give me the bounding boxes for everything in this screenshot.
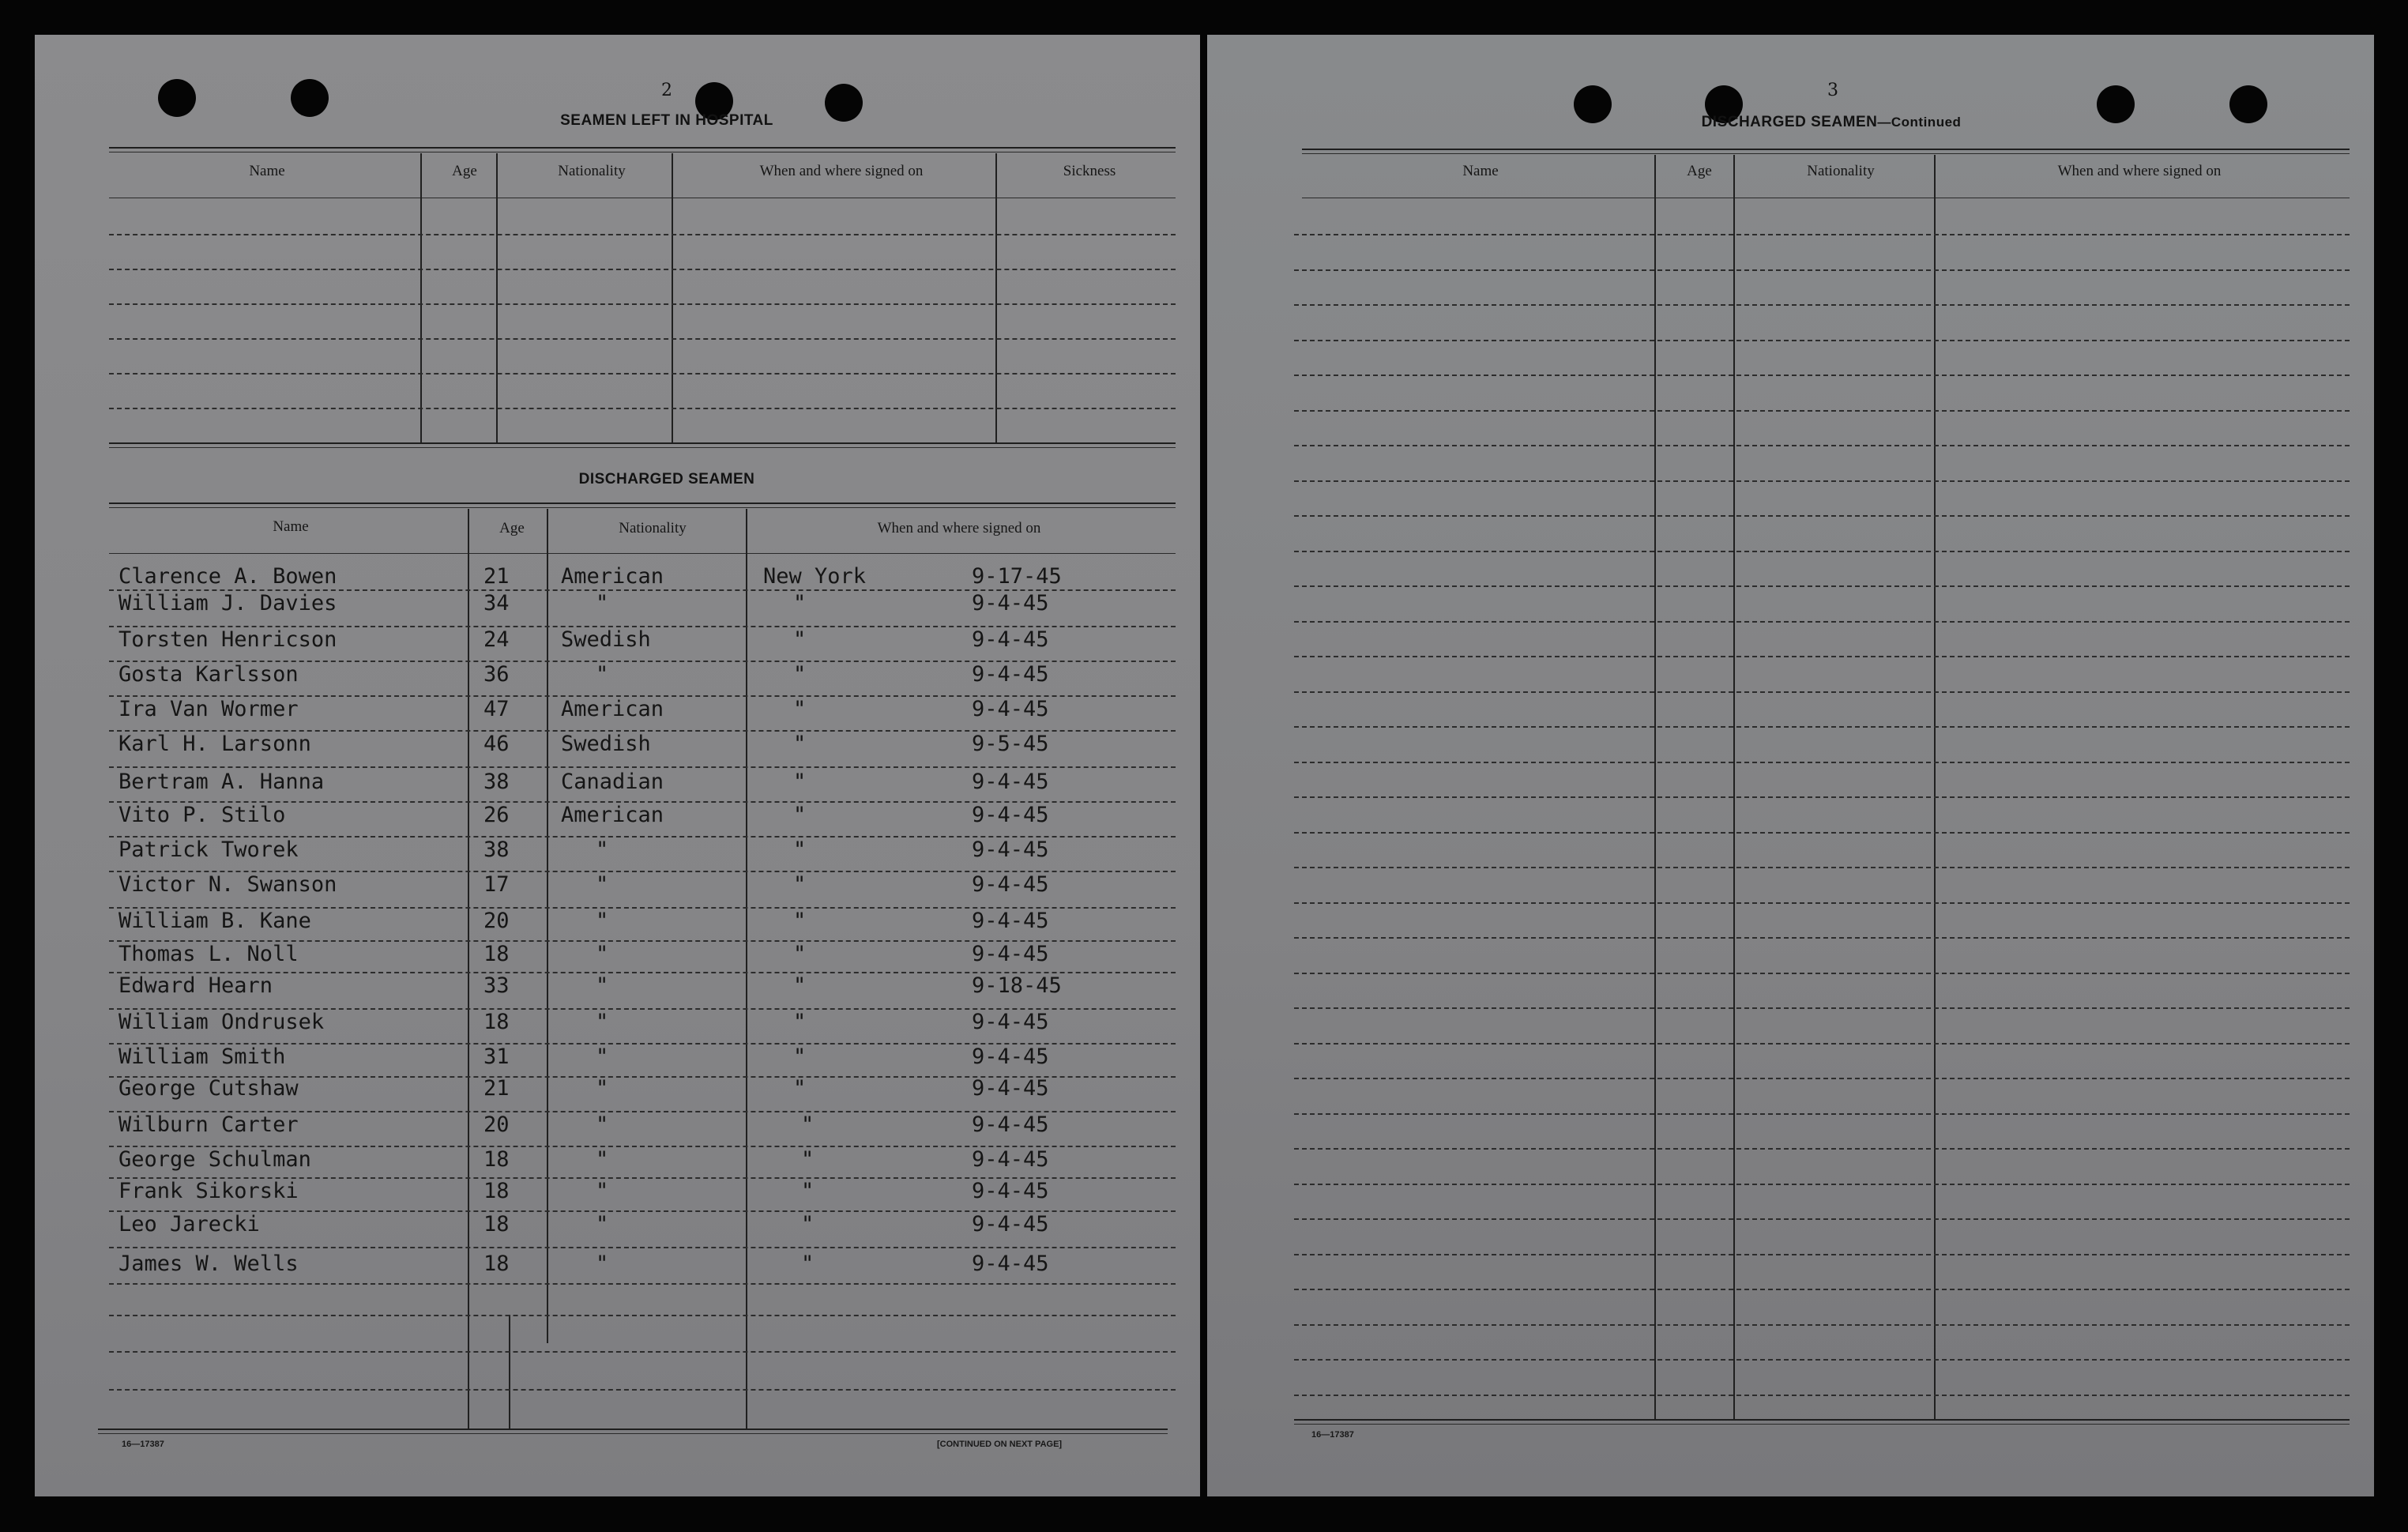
seaman-signed-on-date: 9-4-45 xyxy=(972,872,1049,897)
seaman-name: Vito P. Stilo xyxy=(119,803,286,827)
seaman-name: Bertram A. Hanna xyxy=(119,770,325,794)
seaman-nationality: Canadian xyxy=(561,770,664,794)
seaman-nationality: " xyxy=(596,838,609,862)
discharged-row-line xyxy=(109,766,1176,768)
seaman-name: Frank Sikorski xyxy=(119,1179,299,1203)
continued-row-line xyxy=(1294,691,2350,693)
continued-row-line xyxy=(1294,1007,2350,1009)
seaman-age: 47 xyxy=(483,697,510,721)
seaman-age: 21 xyxy=(483,1076,510,1101)
discharged-table-top-rule xyxy=(109,503,1176,504)
seaman-age: 38 xyxy=(483,770,510,794)
seaman-signed-on-date: 9-4-45 xyxy=(972,1112,1049,1137)
punch-hole xyxy=(291,79,329,117)
punch-hole xyxy=(1574,85,1612,123)
seaman-name: Leo Jarecki xyxy=(119,1212,260,1237)
seaman-signed-on-date: 9-4-45 xyxy=(972,770,1049,794)
continued-row-line xyxy=(1294,410,2350,412)
seaman-age: 18 xyxy=(483,1212,510,1237)
seaman-signed-on-place: " xyxy=(793,770,807,794)
seaman-signed-on-place: " xyxy=(801,1252,815,1276)
seaman-signed-on-place: " xyxy=(793,1076,807,1101)
seaman-signed-on-date: 9-4-45 xyxy=(972,1045,1049,1069)
continued-col-divider xyxy=(1934,155,1936,1419)
continued-row-line xyxy=(1294,1113,2350,1115)
continued-row-line xyxy=(1294,937,2350,939)
seaman-signed-on-date: 9-18-45 xyxy=(972,973,1062,998)
continued-row-line xyxy=(1294,762,2350,763)
seaman-age: 20 xyxy=(483,1112,510,1137)
continued-table-top-rule xyxy=(1302,149,2350,150)
seaman-signed-on-place: " xyxy=(793,1045,807,1069)
hospital-col-divider xyxy=(672,153,673,444)
punch-hole xyxy=(2097,85,2135,123)
seaman-signed-on-place: " xyxy=(801,1112,815,1137)
continued-row-line xyxy=(1294,656,2350,657)
continued-col-nationality: Nationality xyxy=(1807,163,1875,179)
seaman-signed-on-date: 9-4-45 xyxy=(972,1179,1049,1203)
page-number: 2 xyxy=(661,81,672,100)
seaman-age: 17 xyxy=(483,872,510,897)
seaman-signed-on-date: 9-4-45 xyxy=(972,591,1049,615)
seaman-signed-on-place: New York xyxy=(763,564,867,589)
seaman-name: Karl H. Larsonn xyxy=(119,732,311,756)
seaman-name: William Smith xyxy=(119,1045,286,1069)
continued-row-line xyxy=(1294,1078,2350,1079)
seaman-signed-on-place: " xyxy=(793,1010,807,1034)
discharged-row-line xyxy=(109,1247,1176,1248)
seaman-signed-on-place: " xyxy=(793,942,807,966)
seaman-nationality: " xyxy=(596,1010,609,1034)
seaman-name: Ira Van Wormer xyxy=(119,697,299,721)
continued-row-line xyxy=(1294,269,2350,271)
seaman-signed-on-place: " xyxy=(801,1179,815,1203)
discharged-col-divider xyxy=(547,509,548,1343)
continued-row-line xyxy=(1294,1395,2350,1396)
seaman-signed-on-place: " xyxy=(793,627,807,652)
seaman-nationality: " xyxy=(596,1212,609,1237)
seaman-age: 24 xyxy=(483,627,510,652)
seaman-nationality: " xyxy=(596,872,609,897)
seaman-name: William J. Davies xyxy=(119,591,337,615)
seaman-signed-on-date: 9-4-45 xyxy=(972,909,1049,933)
seaman-name: William Ondrusek xyxy=(119,1010,325,1034)
seaman-signed-on-place: " xyxy=(801,1212,815,1237)
seaman-signed-on-date: 9-17-45 xyxy=(972,564,1062,589)
seaman-age: 33 xyxy=(483,973,510,998)
seaman-signed-on-place: " xyxy=(793,909,807,933)
hospital-row-line xyxy=(109,269,1176,270)
continued-row-line xyxy=(1294,1148,2350,1150)
continued-col-divider xyxy=(1654,155,1656,1419)
seaman-signed-on-date: 9-4-45 xyxy=(972,1252,1049,1276)
seaman-age: 46 xyxy=(483,732,510,756)
seaman-nationality: " xyxy=(596,973,609,998)
continued-row-line xyxy=(1294,726,2350,728)
seaman-signed-on-date: 9-4-45 xyxy=(972,627,1049,652)
seaman-name: James W. Wells xyxy=(119,1252,299,1276)
seaman-signed-on-date: 9-5-45 xyxy=(972,732,1049,756)
seaman-signed-on-date: 9-4-45 xyxy=(972,838,1049,862)
seaman-signed-on-date: 9-4-45 xyxy=(972,1212,1049,1237)
hospital-table-top-rule xyxy=(109,147,1176,149)
discharged-col-nationality: Nationality xyxy=(619,520,687,536)
seaman-signed-on-date: 9-4-45 xyxy=(972,803,1049,827)
continued-table-top-rule-2 xyxy=(1302,153,2350,154)
seaman-signed-on-date: 9-4-45 xyxy=(972,1147,1049,1172)
discharged-row-line xyxy=(109,1315,1176,1316)
continued-row-line xyxy=(1294,973,2350,974)
continued-row-line xyxy=(1294,1184,2350,1185)
seaman-signed-on-place: " xyxy=(793,697,807,721)
discharged-col-divider xyxy=(746,509,747,1428)
form-number: 16—17387 xyxy=(122,1440,164,1449)
discharged-table-bottom-rule xyxy=(98,1428,1168,1430)
seaman-nationality: " xyxy=(596,1076,609,1101)
hospital-row-line xyxy=(109,408,1176,409)
seaman-age: 36 xyxy=(483,662,510,687)
seaman-signed-on-date: 9-4-45 xyxy=(972,942,1049,966)
discharged-header-rule xyxy=(109,553,1176,554)
continued-row-line xyxy=(1294,1043,2350,1045)
continued-row-line xyxy=(1294,551,2350,552)
seaman-name: George Schulman xyxy=(119,1147,311,1172)
continued-col-divider xyxy=(1733,155,1735,1419)
hospital-table-bottom-rule xyxy=(109,442,1176,444)
continued-row-line xyxy=(1294,902,2350,904)
right-page xyxy=(1207,35,2374,1496)
seaman-age: 18 xyxy=(483,1252,510,1276)
seaman-signed-on-place: " xyxy=(793,872,807,897)
hospital-row-line xyxy=(109,303,1176,305)
hospital-col-divider xyxy=(995,153,997,444)
seaman-name: William B. Kane xyxy=(119,909,311,933)
discharged-table-top-rule-2 xyxy=(109,507,1176,508)
seaman-signed-on-place: " xyxy=(801,1147,815,1172)
continued-row-line xyxy=(1294,585,2350,587)
continued-row-line xyxy=(1294,796,2350,798)
continued-row-line xyxy=(1294,1254,2350,1255)
discharged-col-divider xyxy=(509,1315,510,1428)
seaman-name: Gosta Karlsson xyxy=(119,662,299,687)
seaman-name: Thomas L. Noll xyxy=(119,942,299,966)
seaman-signed-on-place: " xyxy=(793,838,807,862)
continued-row-line xyxy=(1294,375,2350,376)
punch-hole xyxy=(2229,85,2267,123)
seaman-nationality: American xyxy=(561,803,664,827)
hospital-table-bottom-rule-2 xyxy=(109,447,1176,448)
discharged-col-age: Age xyxy=(499,520,525,536)
seaman-nationality: " xyxy=(596,591,609,615)
seaman-signed-on-date: 9-4-45 xyxy=(972,1010,1049,1034)
seaman-name: Clarence A. Bowen xyxy=(119,564,337,589)
seaman-signed-on-date: 9-4-45 xyxy=(972,662,1049,687)
continued-row-line xyxy=(1294,1289,2350,1290)
seaman-name: Victor N. Swanson xyxy=(119,872,337,897)
hospital-col-name: Name xyxy=(249,163,285,179)
seaman-signed-on-date: 9-4-45 xyxy=(972,697,1049,721)
seaman-nationality: Swedish xyxy=(561,732,651,756)
hospital-row-line xyxy=(109,338,1176,340)
seaman-nationality: " xyxy=(596,1147,609,1172)
continued-col-signed-on: When and where signed on xyxy=(2057,163,2222,179)
continued-row-line xyxy=(1294,621,2350,623)
left-page xyxy=(35,35,1200,1496)
continued-section-title-main: DISCHARGED SEAMEN xyxy=(1701,114,1878,130)
continued-col-name: Name xyxy=(1462,163,1499,179)
discharged-row-line xyxy=(109,1389,1176,1391)
seaman-age: 18 xyxy=(483,1147,510,1172)
continued-row-line xyxy=(1294,1359,2350,1361)
discharged-section-title: DISCHARGED SEAMEN xyxy=(578,471,755,487)
discharged-table-bottom-rule-2 xyxy=(98,1433,1168,1434)
seaman-age: 26 xyxy=(483,803,510,827)
hospital-row-line xyxy=(109,234,1176,235)
continued-table-bottom-rule xyxy=(1294,1419,2350,1421)
seaman-age: 18 xyxy=(483,942,510,966)
seaman-age: 38 xyxy=(483,838,510,862)
hospital-col-age: Age xyxy=(452,163,477,179)
seaman-nationality: " xyxy=(596,1112,609,1137)
continued-row-line xyxy=(1294,867,2350,868)
continued-section-title-suffix: —Continued xyxy=(1877,115,1962,130)
continued-row-line xyxy=(1294,1324,2350,1326)
seaman-nationality: " xyxy=(596,1045,609,1069)
continued-row-line xyxy=(1294,234,2350,235)
seaman-signed-on-place: " xyxy=(793,973,807,998)
seaman-name: Wilburn Carter xyxy=(119,1112,299,1137)
seaman-name: George Cutshaw xyxy=(119,1076,299,1101)
discharged-col-name: Name xyxy=(273,518,309,535)
seaman-nationality: Swedish xyxy=(561,627,651,652)
seaman-nationality: " xyxy=(596,1179,609,1203)
punch-hole xyxy=(158,79,196,117)
seaman-nationality: American xyxy=(561,697,664,721)
seaman-signed-on-place: " xyxy=(793,662,807,687)
continued-row-line xyxy=(1294,832,2350,834)
continued-note: [CONTINUED ON NEXT PAGE] xyxy=(937,1440,1063,1449)
seaman-name: Patrick Tworek xyxy=(119,838,299,862)
hospital-row-line xyxy=(109,373,1176,375)
discharged-row-line xyxy=(109,1351,1176,1353)
continued-row-line xyxy=(1294,515,2350,517)
seaman-age: 20 xyxy=(483,909,510,933)
discharged-col-divider xyxy=(468,509,469,1428)
discharged-col-signed-on: When and where signed on xyxy=(877,520,1041,536)
hospital-col-signed-on: When and where signed on xyxy=(759,163,924,179)
discharged-row-line xyxy=(109,1283,1176,1285)
continued-section-title xyxy=(1618,114,2045,131)
continued-col-age: Age xyxy=(1687,163,1712,179)
hospital-col-nationality: Nationality xyxy=(558,163,626,179)
continued-row-line xyxy=(1294,445,2350,446)
continued-row-line xyxy=(1294,1218,2350,1220)
form-number: 16—17387 xyxy=(1311,1430,1354,1440)
page-number: 3 xyxy=(1827,81,1838,100)
seaman-signed-on-place: " xyxy=(793,803,807,827)
hospital-col-divider xyxy=(496,153,498,444)
seaman-age: 18 xyxy=(483,1010,510,1034)
seaman-signed-on-place: " xyxy=(793,732,807,756)
seaman-nationality: American xyxy=(561,564,664,589)
seaman-signed-on-date: 9-4-45 xyxy=(972,1076,1049,1101)
continued-row-line xyxy=(1294,304,2350,306)
continued-table-bottom-rule-2 xyxy=(1294,1424,2350,1425)
seaman-name: Edward Hearn xyxy=(119,973,273,998)
seaman-age: 18 xyxy=(483,1179,510,1203)
hospital-section-title: SEAMEN LEFT IN HOSPITAL xyxy=(560,112,773,129)
seaman-signed-on-place: " xyxy=(793,591,807,615)
seaman-age: 34 xyxy=(483,591,510,615)
hospital-col-sickness: Sickness xyxy=(1063,163,1116,179)
seaman-nationality: " xyxy=(596,909,609,933)
seaman-age: 21 xyxy=(483,564,510,589)
continued-row-line xyxy=(1294,340,2350,341)
seaman-age: 31 xyxy=(483,1045,510,1069)
continued-row-line xyxy=(1294,480,2350,482)
hospital-col-divider xyxy=(420,153,422,444)
seaman-nationality: " xyxy=(596,662,609,687)
seaman-nationality: " xyxy=(596,1252,609,1276)
seaman-nationality: " xyxy=(596,942,609,966)
seaman-name: Torsten Henricson xyxy=(119,627,337,652)
